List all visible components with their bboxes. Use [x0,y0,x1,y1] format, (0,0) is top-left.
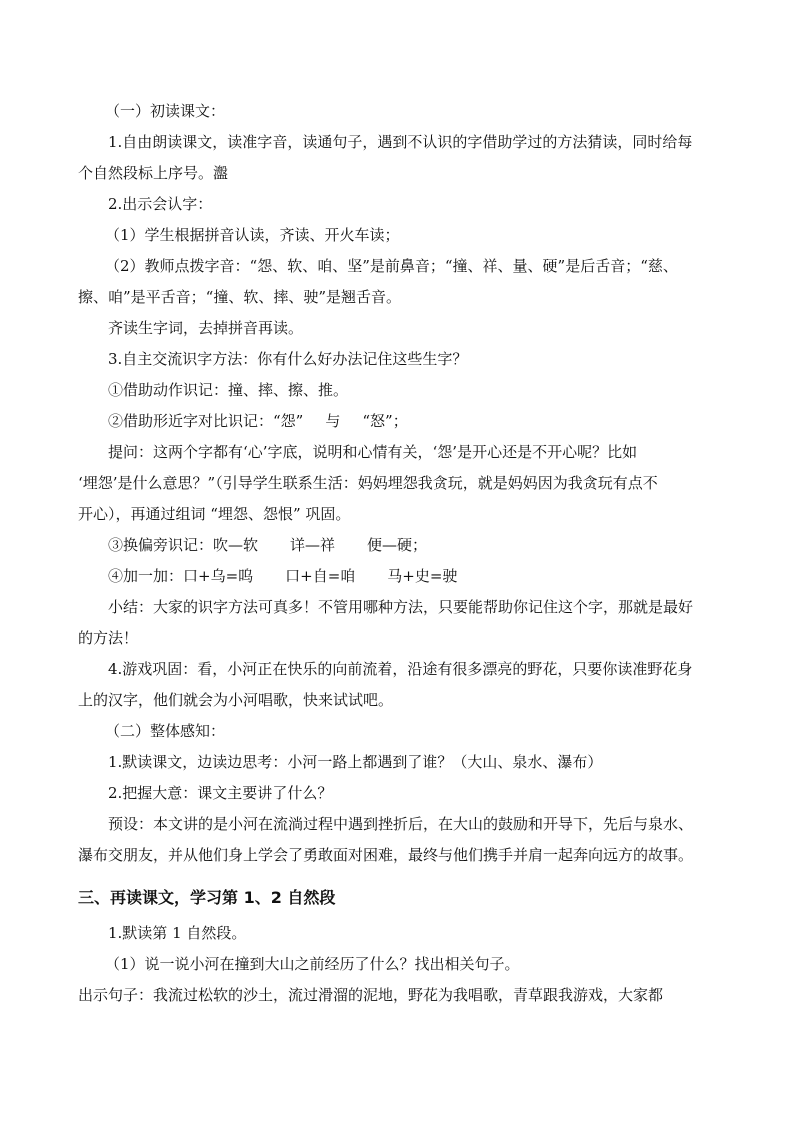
paragraph-2-item-1: （1）学生根据拼音认读，齐读、开火车读； [105,226,400,244]
method-2-label: ②借助形近字对比识记：“怨” [108,412,304,430]
overall-item-2: 2.把握大意：课文主要讲了什么？ [108,784,333,802]
question-line-1: 提问：这两个字都有‘心’字底，说明和心情有关，‘怨’是开心还是不开心呢？比如 [108,443,638,461]
question-line-2: ‘埋怨’是什么意思？”（引导学生联系生活：妈妈埋怨我贪玩，就是妈妈因为我贪玩有点不 [78,474,658,492]
method-3-pair-3: 便—硬； [367,536,428,554]
section-heading-first-reading: （一）初读课文： [105,102,226,120]
paragraph-1-text: 个自然段标上序号。 [78,164,214,182]
method-4-sum-1: ④加一加：口+乌=呜 [108,567,254,585]
paragraph-2-item-2-line-2: 擦、咱”是平舌音；“撞、软、摔、驶”是翘舌音。 [78,288,402,306]
method-2-connector: 与 [325,412,341,430]
section-three-subitem-1: （1）说一说小河在撞到大山之前经历了什么？找出相关句子。 [105,955,520,973]
preset-line-2: 瀑布交朋友，并从他们身上学会了勇敢面对困难，最终与他们携手并肩一起奔向远方的故事。 [78,846,694,864]
paragraph-1-line-2 [78,158,728,189]
paragraph-4-line-1: 4.游戏巩固：看，小河正在快乐的向前流着，沿途有很多漂亮的野花，只要你读准野花身 [108,660,693,678]
section-heading-three: 三、再读课文，学习第 1、2 自然段 [78,888,336,907]
paragraph-2-item-2-line-1: （2）教师点拨字音：“怨、软、咱、坚”是前鼻音；“撞、祥、量、硬”是后舌音；“慈、 [105,257,678,275]
paragraph-3-method-4 [78,561,728,592]
paragraph-3-method-1: ①借助动作识记：撞、摔、擦、推。 [108,381,349,399]
summary-line-1: 小结：大家的识字方法可真多！不管用哪种方法，只要能帮助你记住这个字，那就是最好 [108,598,694,616]
method-3-pair-2: 详—祥 [290,536,336,554]
paragraph-3-method-3 [78,530,728,561]
method-4-sum-2: 口+自=咱 [285,567,356,585]
section-three-item-1: 1.默读第 1 自然段。 [108,924,247,942]
paragraph-2-title: 2.出示会认字： [108,195,213,213]
paragraph-3-title: 3.自主交流识字方法：你有什么好办法记住这些生字？ [108,350,468,368]
summary-line-2: 的方法！ [78,629,139,647]
stray-character: 瀊 [213,164,229,182]
question-line-3: 开心），再通过组词 “埋怨、怨恨” 巩固。 [78,505,351,523]
sentence-display-line: 出示句子：我流过松软的沙土，流过滑溜的泥地，野花为我唱歌，青草跟我游戏，大家都 [78,986,664,1004]
paragraph-4-line-2: 上的汉字，他们就会为小河唱歌，快来试试吧。 [78,691,394,709]
paragraph-2-note: 齐读生字词，去掉拼音再读。 [108,319,304,337]
method-3-pair-1: ③换偏旁识记：吹—软 [108,536,259,554]
method-2-word: “怒”； [362,412,408,430]
section-heading-overall: （二）整体感知： [105,722,226,740]
method-4-sum-3: 马+史=驶 [387,567,458,585]
paragraph-1-line-1: 1.自由朗读课文，读准字音，读通句子，遇到不认识的字借助学过的方法猜读，同时给每 [108,133,693,151]
preset-line-1: 预设：本文讲的是小河在流淌过程中遇到挫折后，在大山的鼓励和开导下，先后与泉水、 [108,815,694,833]
overall-item-1: 1.默读课文，边读边思考：小河一路上都遇到了谁？（大山、泉水、瀑布） [108,753,603,771]
paragraph-3-method-2 [78,406,728,437]
